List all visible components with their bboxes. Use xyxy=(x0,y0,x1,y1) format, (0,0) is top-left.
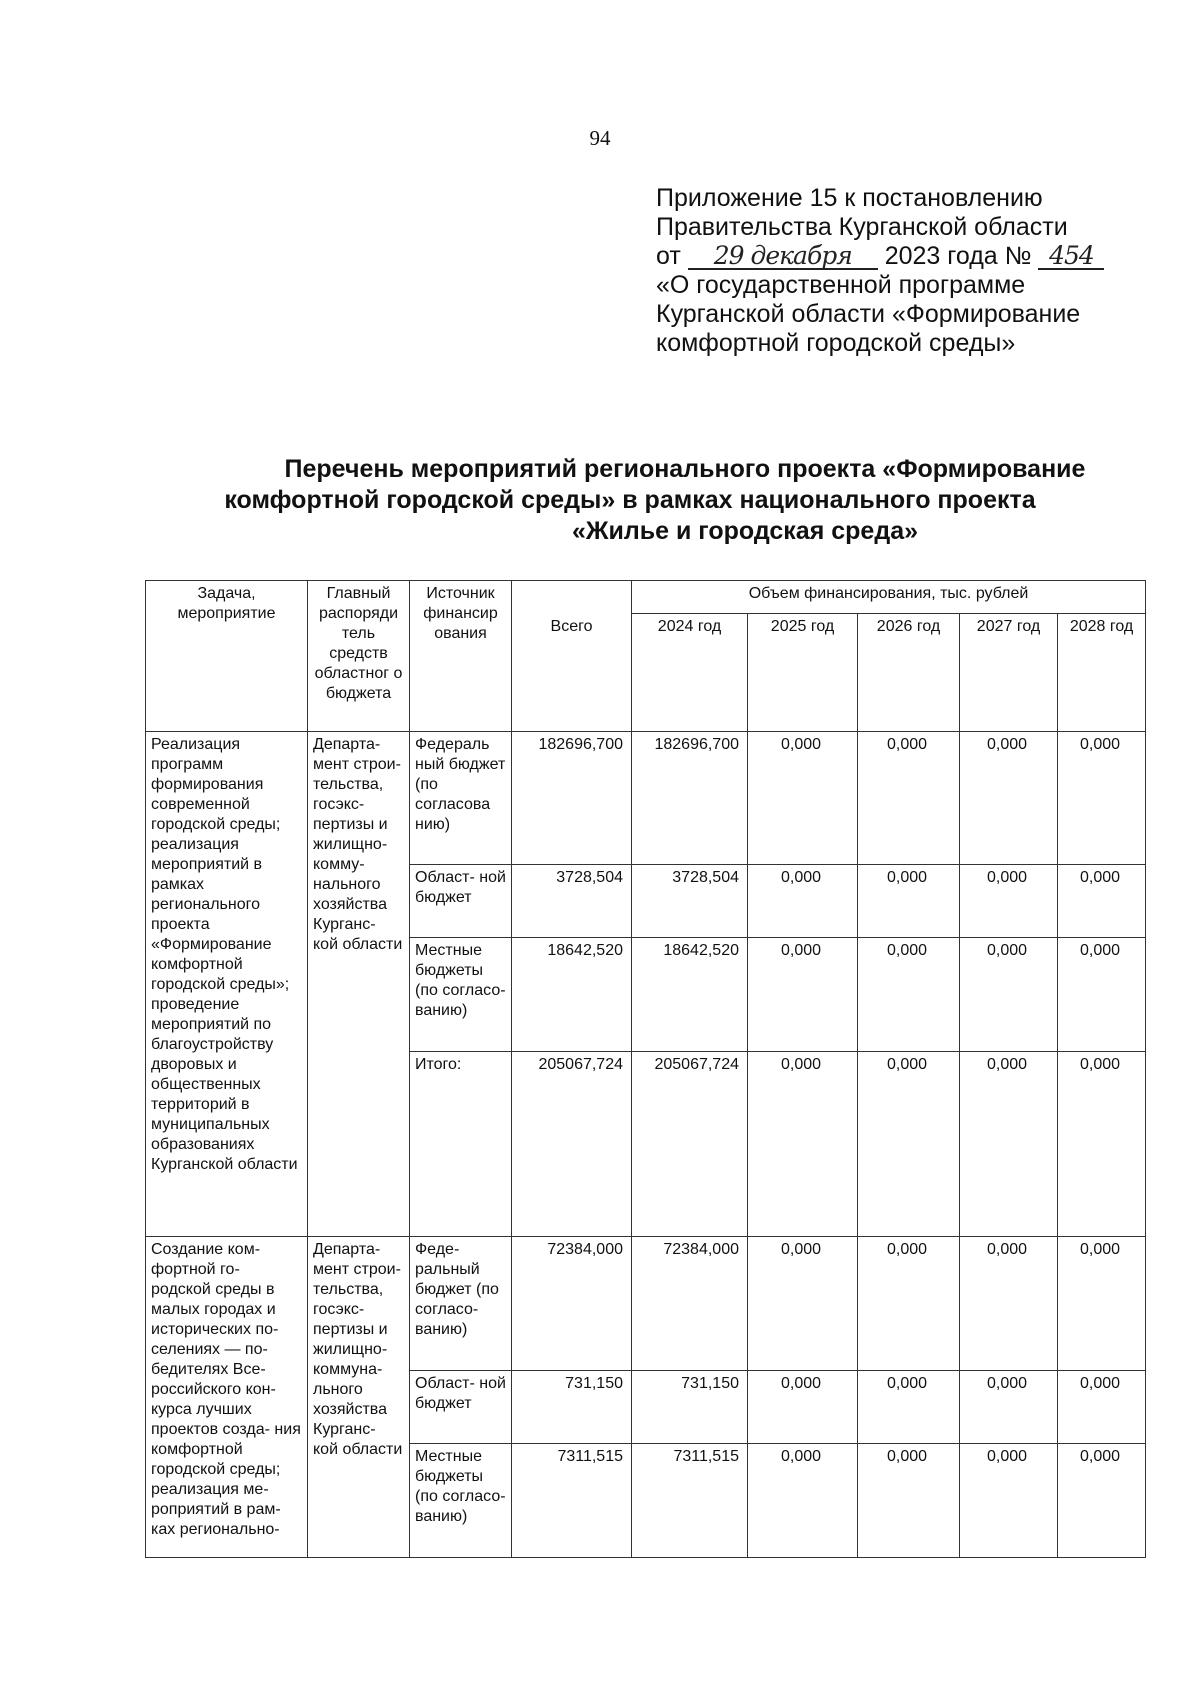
source-cell: Местные бюджеты (по согласо- ванию) xyxy=(410,938,512,1052)
value-cell: 0,000 xyxy=(1058,1237,1146,1371)
task-cell: Реализация программ формирования современной городской среды; реализация мероприятий в рамках регионального проекта «Формирование комфортной городской среды»; проведение мероприятий по благоустройству дворовых и общественных территорий в муниципальных образованиях Курганской области xyxy=(146,732,308,1237)
value-cell: 0,000 xyxy=(1058,938,1146,1052)
value-cell: 0,000 xyxy=(858,732,960,865)
value-cell: 18642,520 xyxy=(512,938,632,1052)
value-cell: 0,000 xyxy=(858,1444,960,1558)
value-cell: 0,000 xyxy=(960,1237,1058,1371)
value-cell: 0,000 xyxy=(960,732,1058,865)
financing-table xyxy=(145,580,1146,1558)
appendix-line-3 xyxy=(656,242,1176,271)
value-cell: 0,000 xyxy=(1058,1052,1146,1237)
value-cell: 0,000 xyxy=(1058,1444,1146,1558)
table-row xyxy=(146,1237,1146,1371)
source-cell: Област- ной бюджет xyxy=(410,1371,512,1444)
source-cell: Област- ной бюджет xyxy=(410,865,512,938)
header-total: Всего xyxy=(512,581,632,732)
header-year-2025: 2025 год xyxy=(748,614,858,732)
value-cell: 72384,000 xyxy=(632,1237,748,1371)
title-line-1: Перечень мероприятий регионального проекта «Формирование xyxy=(284,455,1086,483)
appendix-line-5: Курганской области «Формирование xyxy=(656,300,1081,328)
value-cell: 3728,504 xyxy=(632,865,748,938)
value-cell: 0,000 xyxy=(960,865,1058,938)
appendix-line-2: Правительства Курганской области xyxy=(656,213,1068,241)
value-cell: 0,000 xyxy=(1058,732,1146,865)
value-cell: 182696,700 xyxy=(632,732,748,865)
value-cell: 0,000 xyxy=(748,938,858,1052)
header-year-2024: 2024 год xyxy=(632,614,748,732)
value-cell: 0,000 xyxy=(748,865,858,938)
source-cell: Феде- ральный бюджет (по согласо- ванию) xyxy=(410,1237,512,1371)
appendix-line-6: комфортной городской среды» xyxy=(656,329,1016,357)
value-cell: 72384,000 xyxy=(512,1237,632,1371)
value-cell: 0,000 xyxy=(858,938,960,1052)
appendix-line-1: Приложение 15 к постановлению xyxy=(656,184,1043,212)
table-row xyxy=(146,732,1146,865)
appendix-block xyxy=(656,184,1176,358)
value-cell: 7311,515 xyxy=(512,1444,632,1558)
title-line-3: «Жилье и городская среда» xyxy=(572,517,918,545)
header-year-2027: 2027 год xyxy=(960,614,1058,732)
value-cell: 0,000 xyxy=(748,732,858,865)
value-cell: 18642,520 xyxy=(632,938,748,1052)
administrator-cell: Департа- мент строи- тельства, госэкс- пертизы и жилищно- коммуна- льного хозяйства Курганс- кой области xyxy=(308,1237,410,1558)
value-cell: 0,000 xyxy=(748,1237,858,1371)
header-year-2026: 2026 год xyxy=(858,614,960,732)
value-cell: 0,000 xyxy=(1058,1371,1146,1444)
value-cell: 0,000 xyxy=(1058,865,1146,938)
value-cell: 205067,724 xyxy=(512,1052,632,1237)
appendix-line-4: «О государственной программе xyxy=(656,271,1026,299)
appendix-from: от xyxy=(656,242,681,270)
header-task: Задача, мероприятие xyxy=(146,581,308,732)
handwritten-date: 29 декабря xyxy=(688,244,878,270)
value-cell: 0,000 xyxy=(858,865,960,938)
source-cell: Местные бюджеты (по согласо- ванию) xyxy=(410,1444,512,1558)
value-cell: 205067,724 xyxy=(632,1052,748,1237)
value-cell: 0,000 xyxy=(748,1052,858,1237)
header-administrator: Главный распоряди тель средств областног о бюджета xyxy=(308,581,410,732)
value-cell: 182696,700 xyxy=(512,732,632,865)
source-cell: Федераль ный бюджет (по согласова нию) xyxy=(410,732,512,865)
value-cell: 0,000 xyxy=(858,1371,960,1444)
title-line-2: комфортной городской среды» в рамках национального проекта xyxy=(224,486,1036,514)
value-cell: 731,150 xyxy=(632,1371,748,1444)
administrator-cell: Департа- мент строи- тельства, госэкс- пертизы и жилищно- комму- нального хозяйства Курганс- кой области xyxy=(308,732,410,1237)
task-cell: Создание ком- фортной го- родской среды в малых городах и исторических по- селениях — по- бедителях Все- российского кон- курса лучших проектов созда- ния комфортной городской среды; реализация ме- роприятий в рам- ках регионально- xyxy=(146,1237,308,1558)
handwritten-number: 454 xyxy=(1038,244,1104,270)
value-cell: 0,000 xyxy=(858,1237,960,1371)
value-cell: 0,000 xyxy=(960,1444,1058,1558)
value-cell: 0,000 xyxy=(858,1052,960,1237)
value-cell: 0,000 xyxy=(960,938,1058,1052)
value-cell: 731,150 xyxy=(512,1371,632,1444)
header-source: Источник финансир ования xyxy=(410,581,512,732)
header-volume: Объем финансирования, тыс. рублей xyxy=(632,581,1146,614)
value-cell: 0,000 xyxy=(748,1444,858,1558)
appendix-year: 2023 года № xyxy=(884,242,1032,270)
value-cell: 3728,504 xyxy=(512,865,632,938)
value-cell: 7311,515 xyxy=(632,1444,748,1558)
page-number: 94 xyxy=(589,126,611,150)
source-cell: Итого: xyxy=(410,1052,512,1237)
header-year-2028: 2028 год xyxy=(1058,614,1146,732)
value-cell: 0,000 xyxy=(748,1371,858,1444)
value-cell: 0,000 xyxy=(960,1371,1058,1444)
document-title xyxy=(150,454,1110,547)
value-cell: 0,000 xyxy=(960,1052,1058,1237)
